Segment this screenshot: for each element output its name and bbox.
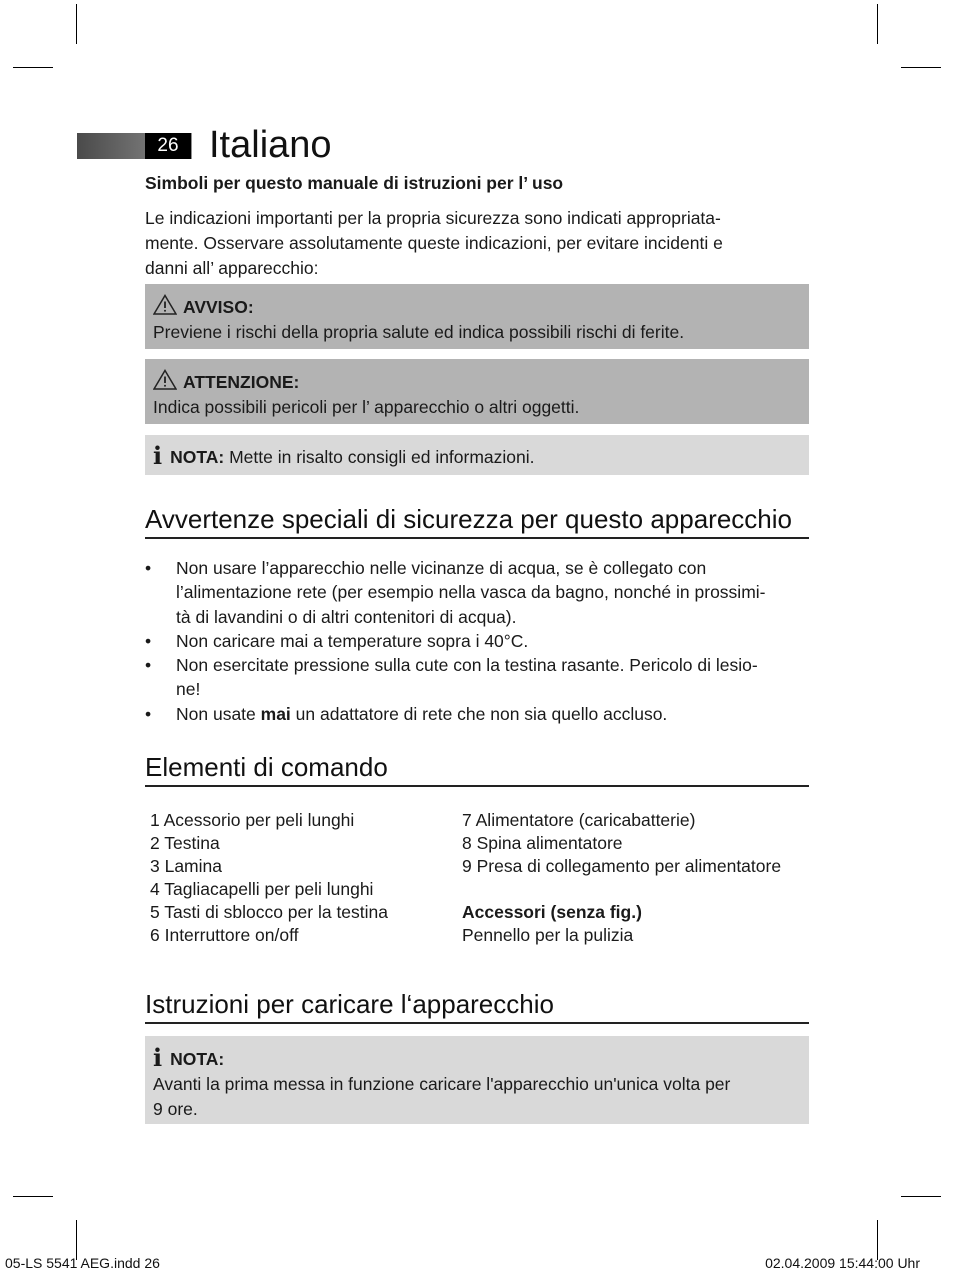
footer-file-info: 05-LS 5541 AEG.indd 26 [5, 1255, 160, 1271]
intro-paragraph [145, 206, 809, 281]
control-item: 2 Testina [150, 833, 220, 853]
intro-heading: Simboli per questo manuale di istruzioni per l’ uso [145, 173, 564, 193]
list-item-line: tà di lavandini o di altri contenitori di acqua). [176, 606, 517, 627]
controls-left-column [150, 809, 388, 947]
attenzione-text: Indica possibili pericoli per l’ apparecchio o altri oggetti. [153, 397, 580, 417]
crop-mark [76, 4, 77, 44]
safety-list [145, 556, 809, 726]
control-item: 4 Tagliacapelli per peli lunghi [150, 879, 374, 899]
attenzione-label: ATTENZIONE: [183, 372, 300, 392]
list-item-line: l’alimentazione rete (per esempio nella vasca da bagno, nonché in prossimi- [176, 582, 766, 603]
list-item-text: un adattatore di rete che non sia quello accluso. [290, 703, 668, 724]
footer-timestamp: 02.04.2009 15:44:00 Uhr [765, 1255, 920, 1271]
avviso-notice [145, 284, 809, 349]
list-item-line: • Non usare l’apparecchio nelle vicinanze di acqua, se è collegato con [176, 558, 707, 578]
control-item: 8 Spina alimentatore [462, 833, 623, 853]
page-title: Italiano [209, 124, 332, 166]
attenzione-notice [145, 359, 809, 424]
avviso-text: Previene i rischi della propria salute ed indica possibili rischi di ferite. [153, 322, 685, 342]
control-item: 7 Alimentatore (caricabatterie) [462, 810, 696, 830]
control-item: 5 Tasti di sblocco per la testina [150, 902, 389, 922]
control-item: 1 Acessorio per peli lunghi [150, 810, 355, 830]
accessories-item: Pennello per la pulizia [462, 925, 634, 945]
control-item: 6 Interruttore on/off [150, 925, 299, 945]
list-item-line: • Non caricare mai a temperature sopra i 40°C. [176, 630, 529, 651]
crop-mark [13, 1196, 53, 1197]
control-item: 3 Lamina [150, 856, 222, 876]
list-item-line: ne! [176, 679, 201, 700]
charging-nota-label: NOTA: [170, 1049, 225, 1069]
nota-notice [145, 435, 809, 475]
info-icon: i [153, 441, 163, 470]
page-number: 26 [145, 133, 191, 159]
emphasis-text: mai [260, 703, 291, 724]
crop-mark [901, 67, 941, 68]
charging-nota-notice [145, 1036, 809, 1124]
nota-label: NOTA: [170, 447, 225, 467]
list-item [145, 702, 809, 726]
crop-mark [877, 4, 878, 44]
list-item [145, 556, 809, 629]
charging-nota-line: Avanti la prima messa in funzione caricare l'apparecchio un'unica volta per [153, 1074, 731, 1094]
safety-list-container [145, 556, 809, 726]
avviso-label: AVVISO: [183, 297, 254, 317]
intro-section [145, 171, 809, 281]
nota-text: Mette in risalto consigli ed informazioni. [229, 447, 535, 467]
accessories-heading: Accessori (senza fig.) [462, 902, 642, 922]
warning-triangle-icon [153, 294, 177, 315]
list-item-text: Non usate [176, 703, 261, 724]
controls-right-column [462, 809, 781, 947]
intro-line: Le indicazioni importanti per la propria sicurezza sono indicati appropriata- [145, 208, 721, 228]
control-item: 9 Presa di collegamento per alimentatore [462, 856, 782, 876]
intro-line: mente. Osservare assolutamente queste indicazioni, per evitare incidenti e [145, 233, 723, 253]
controls-title: Elementi di comando [145, 751, 809, 787]
safety-title: Avvertenze speciali di sicurezza per questo apparecchio [145, 503, 809, 539]
list-item-line: • Non esercitate pressione sulla cute con la testina rasante. Pericolo di lesio- [176, 655, 758, 676]
list-item [145, 629, 809, 653]
crop-mark [13, 67, 53, 68]
charging-nota-line: 9 ore. [153, 1099, 198, 1119]
info-icon: i [153, 1043, 163, 1072]
crop-mark [901, 1196, 941, 1197]
list-item [145, 653, 809, 702]
warning-triangle-icon [153, 369, 177, 390]
charging-title: Istruzioni per caricare l‘apparecchio [145, 988, 809, 1024]
intro-line: danni all’ apparecchio: [145, 258, 319, 278]
